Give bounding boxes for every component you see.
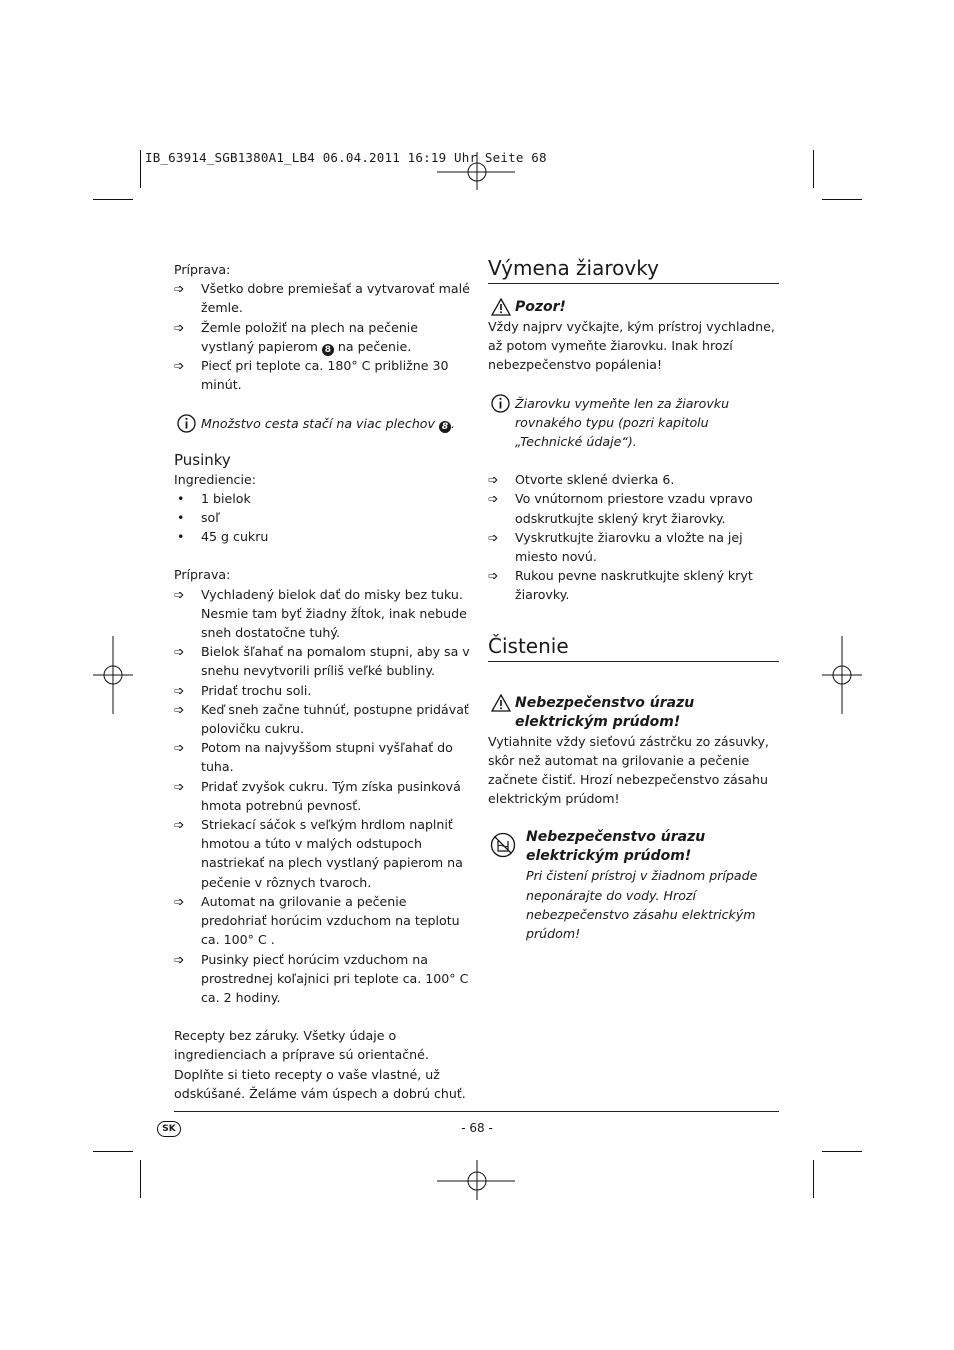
arrow-icon: ➩: [174, 817, 185, 833]
right-column: [488, 255, 779, 943]
crop-mark: [93, 199, 133, 200]
no-water-warning: [488, 828, 779, 943]
list-item: ➩ Piecť pri teplote ca. 180° C približne 30 minút.: [174, 358, 449, 393]
arrow-icon: ➩: [488, 529, 499, 545]
bullet-icon: •: [177, 529, 185, 545]
arrow-icon: ➩: [488, 491, 499, 507]
arrow-icon: ➩: [174, 319, 185, 335]
list-item: • soľ: [174, 508, 470, 527]
list-item: ➩ Všetko dobre premiešať a vytvarovať malé žemle.: [174, 281, 470, 316]
language-badge: SK: [157, 1121, 181, 1137]
priprava-label: Príprava:: [174, 567, 231, 583]
warning-text: Vždy najprv vyčkajte, kým prístroj vychladne, až potom vymeňte žiarovku. Inak hrozí nebezpečenstvo popálenia!: [488, 319, 775, 373]
warning-title: Nebezpečenstvo úrazu elektrickým prúdom!: [488, 694, 779, 732]
registration-mark-bottom: [437, 1160, 517, 1200]
number-8-icon: 8: [439, 421, 451, 433]
page-number: - 68 -: [461, 1121, 493, 1135]
registration-mark-left: [93, 636, 133, 714]
bullet-icon: •: [177, 510, 185, 526]
arrow-icon: ➩: [174, 682, 185, 698]
ingredients-label: Ingrediencie:: [174, 471, 256, 487]
list-item: ➩ Vyskrutkujte žiarovku a vložte na jej miesto novú.: [488, 529, 743, 565]
list-item: ➩ Keď sneh začne tuhnúť, postupne pridávať polovičku cukru.: [174, 701, 469, 737]
list-item: ➩ Pridať trochu soli.: [174, 681, 470, 700]
crop-mark: [813, 1160, 814, 1198]
priprava-label: Príprava:: [174, 262, 231, 277]
warning-text: Pri čistení prístroj v žiadnom prípade neponárajte do vody. Hrozí nebezpečenstvo zásahu elektrickým prúdom!: [526, 868, 758, 942]
arrow-icon: ➩: [174, 740, 185, 756]
arrow-icon: ➩: [174, 893, 185, 909]
arrow-icon: ➩: [174, 281, 185, 297]
section-heading: Čistenie: [488, 633, 779, 662]
section-heading: Výmena žiarovky: [488, 255, 779, 284]
section-heading: Pusinky: [174, 450, 231, 469]
bullet-icon: •: [177, 490, 185, 506]
crop-mark: [813, 150, 814, 188]
list-item: ➩ Pusinky piecť horúcim vzduchom na prostrednej koľajnici pri teplote ca. 100° C ca. 2 hodiny.: [174, 951, 469, 1005]
list-item: ➩ Striekací sáčok s veľkým hrdlom naplniť hmotou a túto v malých odstupoch nastriekať na plech vystlaný papierom na pečenie v rôznych tvaroch.: [174, 817, 463, 890]
list-item: ➩ Žemle položiť na plech na pečenie vystlaný papierom 8 na pečenie.: [174, 319, 419, 355]
left-column: [174, 260, 470, 1103]
warning-icon: [491, 298, 511, 316]
arrow-icon: ➩: [174, 644, 185, 660]
info-icon: [491, 394, 510, 413]
crop-mark: [822, 199, 862, 200]
warning-title: Pozor!: [488, 298, 779, 317]
list-item: ➩ Otvorte sklené dvierka 6.: [488, 470, 779, 489]
arrow-icon: ➩: [174, 586, 185, 602]
list-item: ➩ Pridať zvyšok cukru. Tým získa pusinková hmota potrebnú pevnosť.: [174, 778, 461, 813]
warning-icon: [491, 694, 511, 712]
arrow-icon: ➩: [488, 472, 499, 488]
list-item: ➩ Rukou pevne naskrutkujte sklený kryt žiarovky.: [488, 568, 753, 603]
crop-mark: [140, 150, 141, 188]
info-icon: [177, 414, 196, 433]
closing-paragraph: Recepty bez záruky. Všetky údaje o ingredienciach a príprave sú orientačné. Doplňte si tieto recepty o vaše vlastné, už odskúšané. Želáme vám úspech a dobrú chuť.: [174, 1028, 466, 1101]
crop-mark: [93, 1151, 133, 1152]
print-slug: IB_63914_SGB1380A1_LB4 06.04.2011 16:19 Uhr Seite 68: [145, 150, 547, 165]
list-item: • 45 g cukru: [174, 527, 470, 546]
number-8-icon: 8: [322, 344, 334, 356]
list-item: ➩ Potom na najvyššom stupni vyšľahať do tuha.: [174, 740, 453, 775]
registration-mark-right: [822, 636, 862, 714]
list-item: ➩ Vychladený bielok dať do misky bez tuku. Nesmie tam byť žiadny žĺtok, inak nebude sneh dostatočne tuhý.: [174, 586, 467, 641]
no-water-icon: [490, 832, 516, 858]
list-item: ➩ Bielok šľahať na pomalom stupni, aby sa v snehu nevytvorili príliš veľké bubliny.: [174, 644, 470, 679]
arrow-icon: ➩: [174, 778, 185, 794]
list-item: • 1 bielok: [174, 489, 470, 508]
list-item: ➩ Vo vnútornom priestore vzadu vpravo odskrutkujte sklený kryt žiarovky.: [488, 491, 753, 526]
crop-mark: [140, 1160, 141, 1198]
info-note: Množstvo cesta stačí na viac plechov 8 .: [174, 414, 470, 433]
arrow-icon: ➩: [488, 568, 499, 584]
footer-rule: [174, 1111, 779, 1112]
info-note: Žiarovku vymeňte len za žiarovku rovnakého typu (pozri kapitolu „Technické údaje“).: [488, 394, 779, 452]
warning-title: Nebezpečenstvo úrazu elektrickým prúdom!: [526, 829, 706, 865]
arrow-icon: ➩: [174, 951, 185, 967]
crop-mark: [822, 1151, 862, 1152]
arrow-icon: ➩: [174, 701, 185, 717]
warning-text: Vytiahnite vždy sieťovú zástrčku zo zásuvky, skôr než automat na grilovanie a pečenie začnete čistiť. Hrozí nebezpečenstvo zásahu elektrickým prúdom!: [488, 733, 769, 807]
arrow-icon: ➩: [174, 358, 185, 374]
list-item: ➩ Automat na grilovanie a pečenie predohriať horúcim vzduchom na teplotu ca. 100° C .: [174, 893, 460, 948]
